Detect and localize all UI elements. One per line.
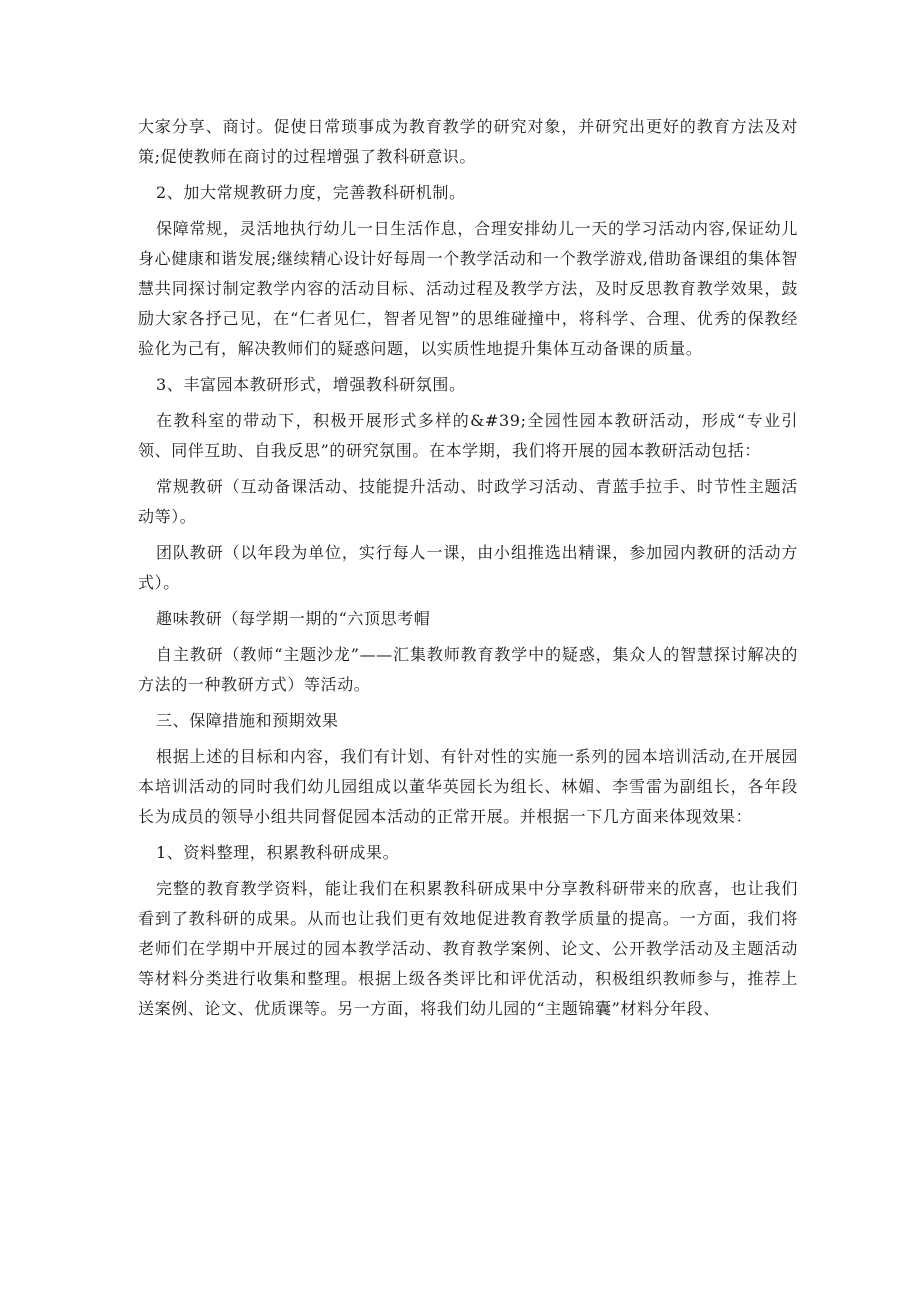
paragraph: 在教科室的带动下，积极开展形式多样的&#39;全园性园本教研活动，形成“专业引领、同伴互助、自我反思”的研究氛围。在本学期，我们将开展的园本教研活动包括： bbox=[138, 411, 798, 460]
paragraph: 完整的教育教学资料，能让我们在积累教科研成果中分享教科研带来的欣喜，也让我们看到了教科研的成果。从而也让我们更有效地促进教育教学质量的提高。一方面，我们将老师们在学期中开展过的园本教学活动、教育教学案例、论文、公开教学活动及主题活动等材料分类进行收集和整理。根据上级各类评比和评优活动，积极组织教师参与，推荐上送案例、论文、优质课等。另一方面，将我们幼儿园的“主题锦囊”材料分年段、 bbox=[138, 879, 798, 1018]
paragraph: 保障常规，灵活地执行幼儿一日生活作息，合理安排幼儿一天的学习活动内容,保证幼儿身心健康和谐发展;继续精心设计好每周一个教学活动和一个教学游戏,借助备课组的集体智慧共同探讨制定教学内容的活动目标、活动过程及教学方法，及时反思教育教学效果，鼓励大家各抒己见，在“仁者见仁，智者见智”的思维碰撞中，将科学、合理、优秀的保教经验化为己有，解决教师们的疑惑问题，以实质性地提升集体互动备课的质量。 bbox=[138, 219, 798, 358]
paragraph: 趣味教研（每学期一期的“六顶思考帽 bbox=[156, 609, 431, 628]
section-heading: 1、资料整理，积累教科研成果。 bbox=[156, 843, 400, 862]
paragraph: 常规教研（互动备课活动、技能提升活动、时政学习活动、青蓝手拉手、时节性主题活动等）。 bbox=[138, 477, 798, 526]
paragraph: 团队教研（以年段为单位，实行每人一课，由小组推选出精课，参加园内教研的活动方式）。 bbox=[138, 543, 798, 592]
section-heading: 3、丰富园本教研形式，增强教科研氛围。 bbox=[156, 375, 466, 394]
paragraph: 自主教研（教师“主题沙龙”——汇集教师教育教学中的疑惑，集众人的智慧探讨解决的方法的一种教研方式）等活动。 bbox=[138, 645, 798, 694]
paragraph: 大家分享、商讨。促使日常琐事成为教育教学的研究对象，并研究出更好的教育方法及对策;促使教师在商讨的过程增强了教科研意识。 bbox=[138, 117, 798, 166]
section-heading: 2、加大常规教研力度，完善教科研机制。 bbox=[156, 183, 466, 202]
paragraph: 根据上述的目标和内容，我们有计划、有针对性的实施一系列的园本培训活动,在开展园本培训活动的同时我们幼儿园组成以董华英园长为组长、林媚、李雪雷为副组长，各年段长为成员的领导小组共同督促园本活动的正常开展。并根据一下几方面来体现效果： bbox=[138, 747, 798, 826]
document-body bbox=[138, 112, 798, 1030]
section-heading: 三、保障措施和预期效果 bbox=[156, 711, 339, 730]
